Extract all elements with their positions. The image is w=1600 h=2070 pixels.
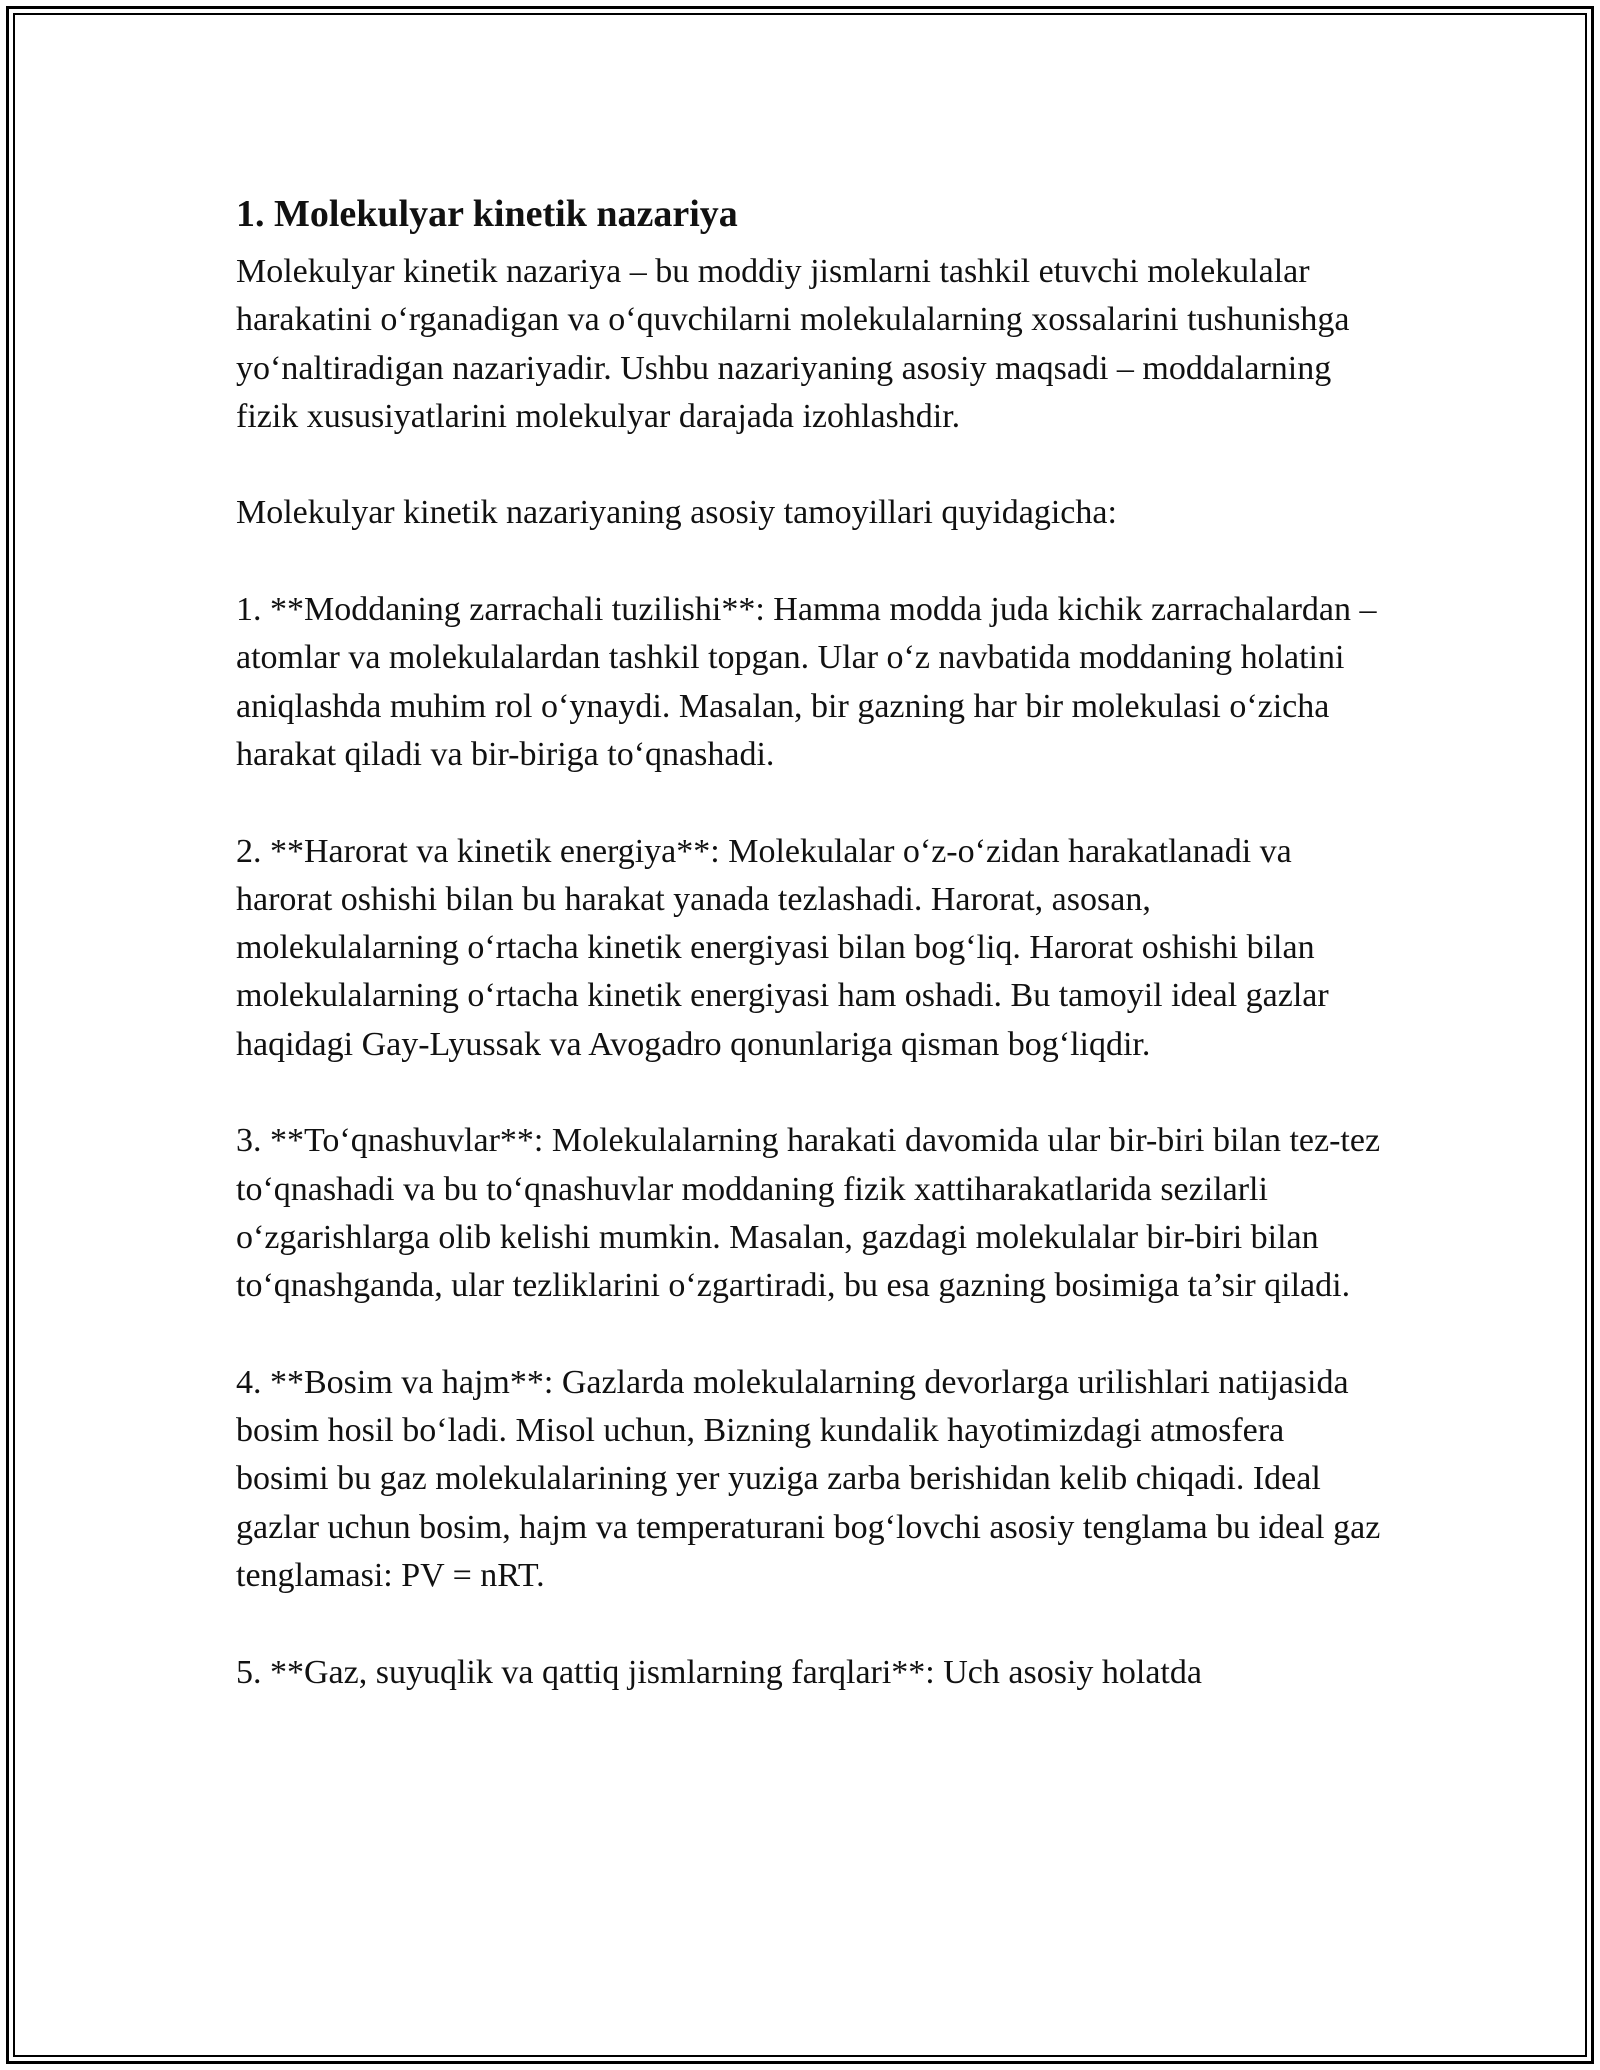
document-title: 1. Molekulyar kinetik nazariya: [236, 193, 738, 235]
paragraph-principle-2: 2. **Harorat va kinetik energiya**: Molekulalar oʻz-oʻzidan harakatlanadi va harorat oshishi bilan bu harakat yanada tezlashadi. Harorat, asosan, molekulalarning oʻrtacha kinetik energiyasi bilan bogʻliq. Harorat oshishi bilan molekulalarning oʻrtacha kinetik energiyasi ham oshadi. Bu tamoyil ideal gazlar haqidagi Gay-Lyussak va Avogadro qonunlariga qisman bogʻliqdir.: [236, 832, 1329, 1063]
paragraph-principle-4: 4. **Bosim va hajm**: Gazlarda molekulalarning devorlarga urilishlari natijasida bosim hosil boʻladi. Misol uchun, Bizning kundalik hayotimizdagi atmosfera bosimi bu gaz molekulalarining yer yuziga zarba berishidan kelib chiqadi. Ideal gazlar uchun bosim, hajm va temperaturani bogʻlovchi asosiy tenglama bu ideal gaz tenglamasi: PV = nRT.: [236, 1363, 1381, 1595]
paragraph-principles-lead: Molekulyar kinetik nazariyaning asosiy tamoyillari quyidagicha:: [236, 494, 1117, 532]
paragraph-principle-3: 3. **Toʻqnashuvlar**: Molekulalarning harakati davomida ular bir-biri bilan tez-tez toʻqnashadi va bu toʻqnashuvlar moddaning fizik xattiharakatlarida sezilarli oʻzgarishlarga olib kelishi mumkin. Masalan, gazdagi molekulalar bir-biri bilan toʻqnashganda, ular tezliklarini oʻzgartiradi, bu esa gazning bosimiga ta’sir qiladi.: [236, 1122, 1381, 1305]
paragraph-intro: Molekulyar kinetik nazariya – bu moddiy jismlarni tashkil etuvchi molekulalar harakatini oʻrganadigan va oʻquvchilarni molekulalarning xossalarini tushunishga yoʻnaltiradigan nazariyadir. Ushbu nazariyaning asosiy maqsadi – moddalarning fizik xususiyatlarini molekulyar darajada izohlashdir.: [236, 253, 1350, 435]
paragraph-principle-1: 1. **Moddaning zarrachali tuzilishi**: Hamma modda juda kichik zarrachalardan – atomlar va molekulalardan tashkil topgan. Ular oʻz navbatida moddaning holatini aniqlashda muhim rol oʻynaydi. Masalan, bir gazning har bir molekulasi oʻzicha harakat qiladi va bir-biriga toʻqnashadi.: [236, 591, 1377, 773]
document-body: [236, 184, 1382, 1697]
paragraph-principle-5: 5. **Gaz, suyuqlik va qattiq jismlarning farqlari**: Uch asosiy holatda: [236, 1653, 1202, 1691]
